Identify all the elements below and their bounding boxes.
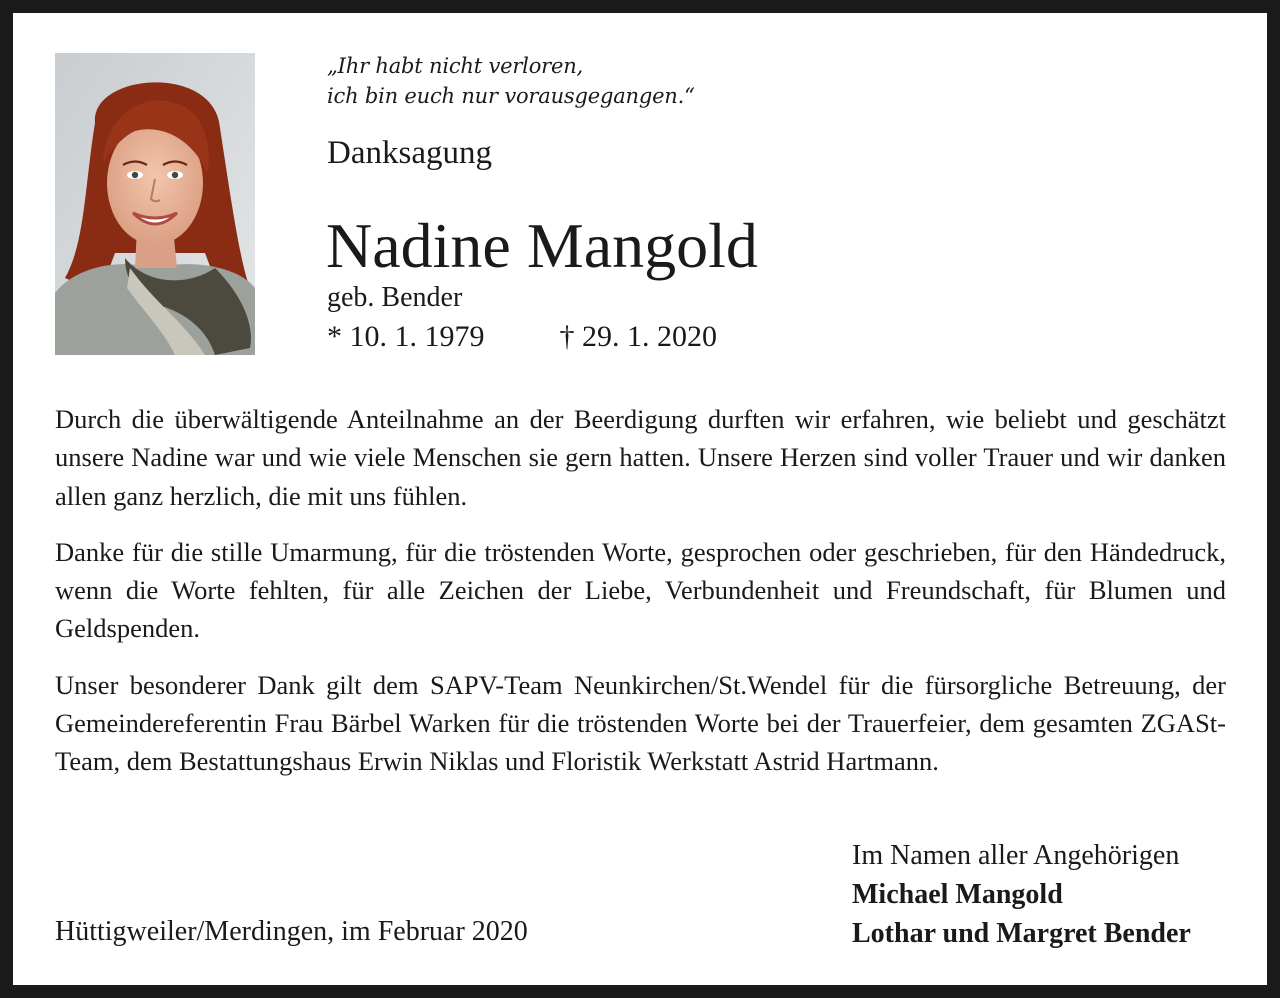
quote-line-2: ich bin euch nur vorausgegangen.“ [327,84,695,108]
notice-heading: Danksagung [327,135,492,171]
portrait-photo [55,53,255,355]
signature-intro: Im Namen aller Angehörigen [852,840,1180,871]
life-dates [327,320,717,354]
paragraph: Unser besonderer Dank gilt dem SAPV-Team Neunkirchen/St.Wendel für die fürsorgliche Betreuung, der Gemeindereferentin Frau Bärbel Warken für die tröstenden Worte bei der Trauerfeier, dem gesamten ZGASt-Team, dem Bestattungshaus Erwin Niklas und Floristik Werkstatt Astrid Hartmann. [55,669,1226,777]
signer-name: Lothar und Margret Bender [852,918,1191,949]
paragraph: Durch die überwältigende Anteilnahme an der Beerdigung durften wir erfahren, wie beliebt und geschätzt unsere Nadine war und wie viele Menschen sie gern hatten. Unsere Herzen sind voller Trauer und wir danken allen ganz herzlich, die mit uns fühlen. [55,404,1226,511]
thank-you-text [55,400,1226,799]
signer-name: Michael Mangold [852,879,1063,910]
birth-date: * 10. 1. 1979 [327,320,485,353]
place-and-date: Hüttigweiler/Merdingen, im Februar 2020 [55,916,528,947]
paragraph: Danke für die stille Umarmung, für die tröstenden Worte, gesprochen oder geschrieben, für den Händedruck, wenn die Worte fehlten, für alle Zeichen der Liebe, Verbundenheit und Freundschaft, für Blumen und Geldspenden. [55,536,1226,644]
birth-name: geb. Bender [327,282,463,313]
memorial-quote [327,51,695,111]
deceased-name: Nadine Mangold [326,210,758,281]
quote-line-1: „Ihr habt nicht verloren, [327,54,584,78]
signature-block [852,836,1191,953]
death-date: † 29. 1. 2020 [559,320,717,353]
portrait-image [55,53,255,355]
